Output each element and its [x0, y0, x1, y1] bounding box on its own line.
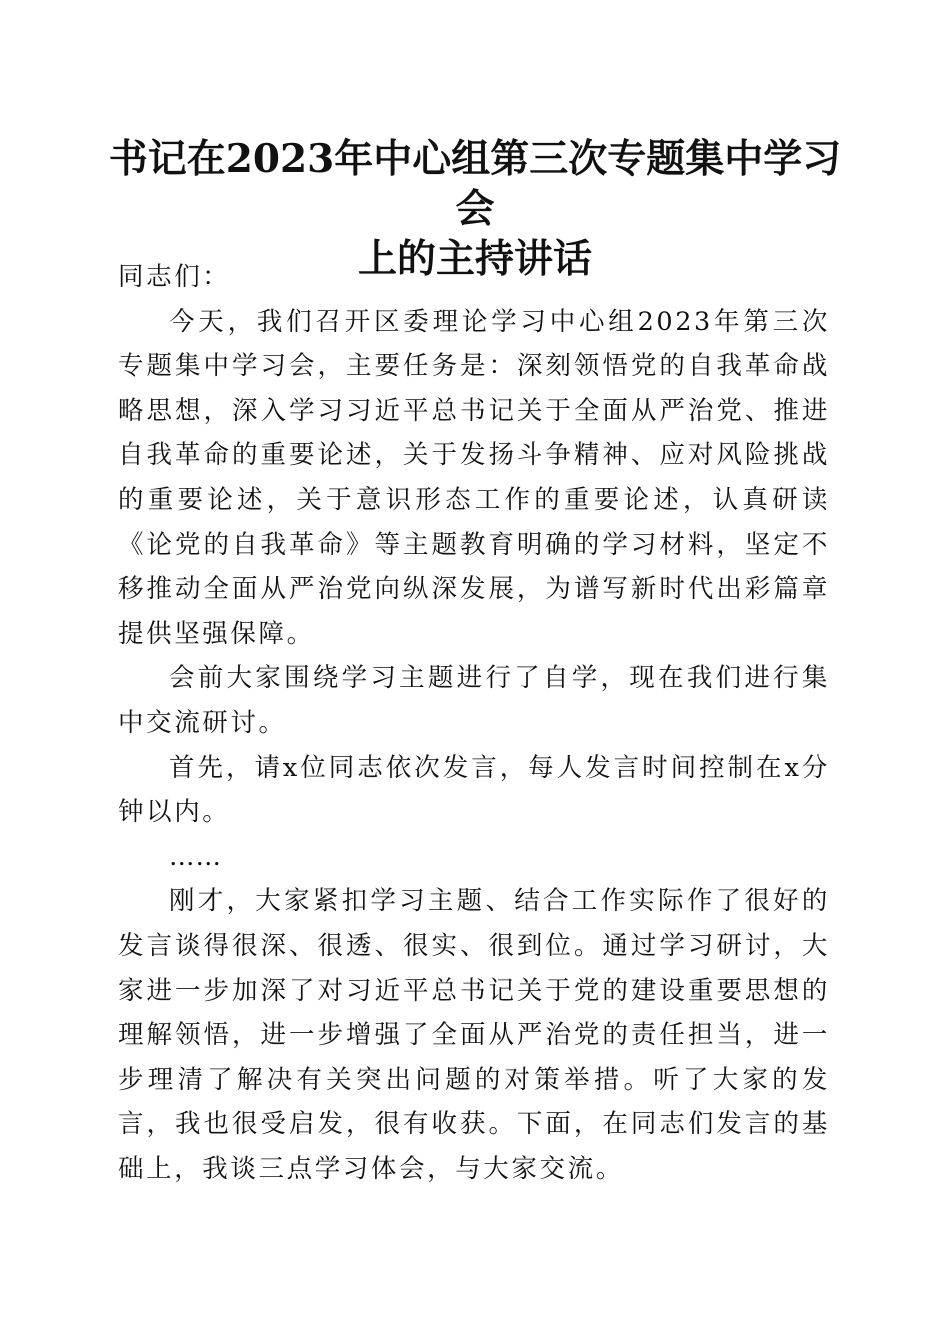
title-line-2: 上的主持讲话: [357, 236, 592, 282]
paragraph-self-study: 会前大家围绕学习主题进行了自学，现在我们进行集中交流研讨。: [118, 663, 830, 738]
paragraph-opening: 今天，我们召开区委理论学习中心组2023年第三次专题集中学习会，主要任务是：深刻领悟党的自我革命战略思想，深入学习习近平总书记关于全面从严治党、推进自我革命的重要论述，关于发扬斗争精神、应对风险挑战的重要论述，关于意识形态工作的重要论述，认真研读《论党的自我革命》等主题教育明确的学习材料，坚定不移推动全面从严治党向纵深发展，为谱写新时代出彩篇章提供坚强保障。: [118, 306, 830, 649]
paragraph-summary: 刚才，大家紧扣学习主题、结合工作实际作了很好的发言谈得很深、很透、很实、很到位。通过学习研讨，大家进一步加深了对习近平总书记关于党的建设重要思想的理解领悟，进一步增强了全面从严治党的责任担当，进一步理清了解决有关突出问题的对策举措。听了大家的发言，我也很受启发，很有收获。下面，在同志们发言的基础上，我谈三点学习体会，与大家交流。: [118, 886, 830, 1184]
document-body: [118, 255, 830, 1191]
title-line-1: 书记在2023年中心组第三次专题集中学习会: [108, 136, 842, 232]
paragraph-speaking-order: 首先，请x位同志依次发言，每人发言时间控制在x分钟以内。: [118, 752, 830, 828]
salutation: 同志们：: [118, 262, 231, 292]
paragraph-ellipsis: ……: [169, 841, 222, 872]
